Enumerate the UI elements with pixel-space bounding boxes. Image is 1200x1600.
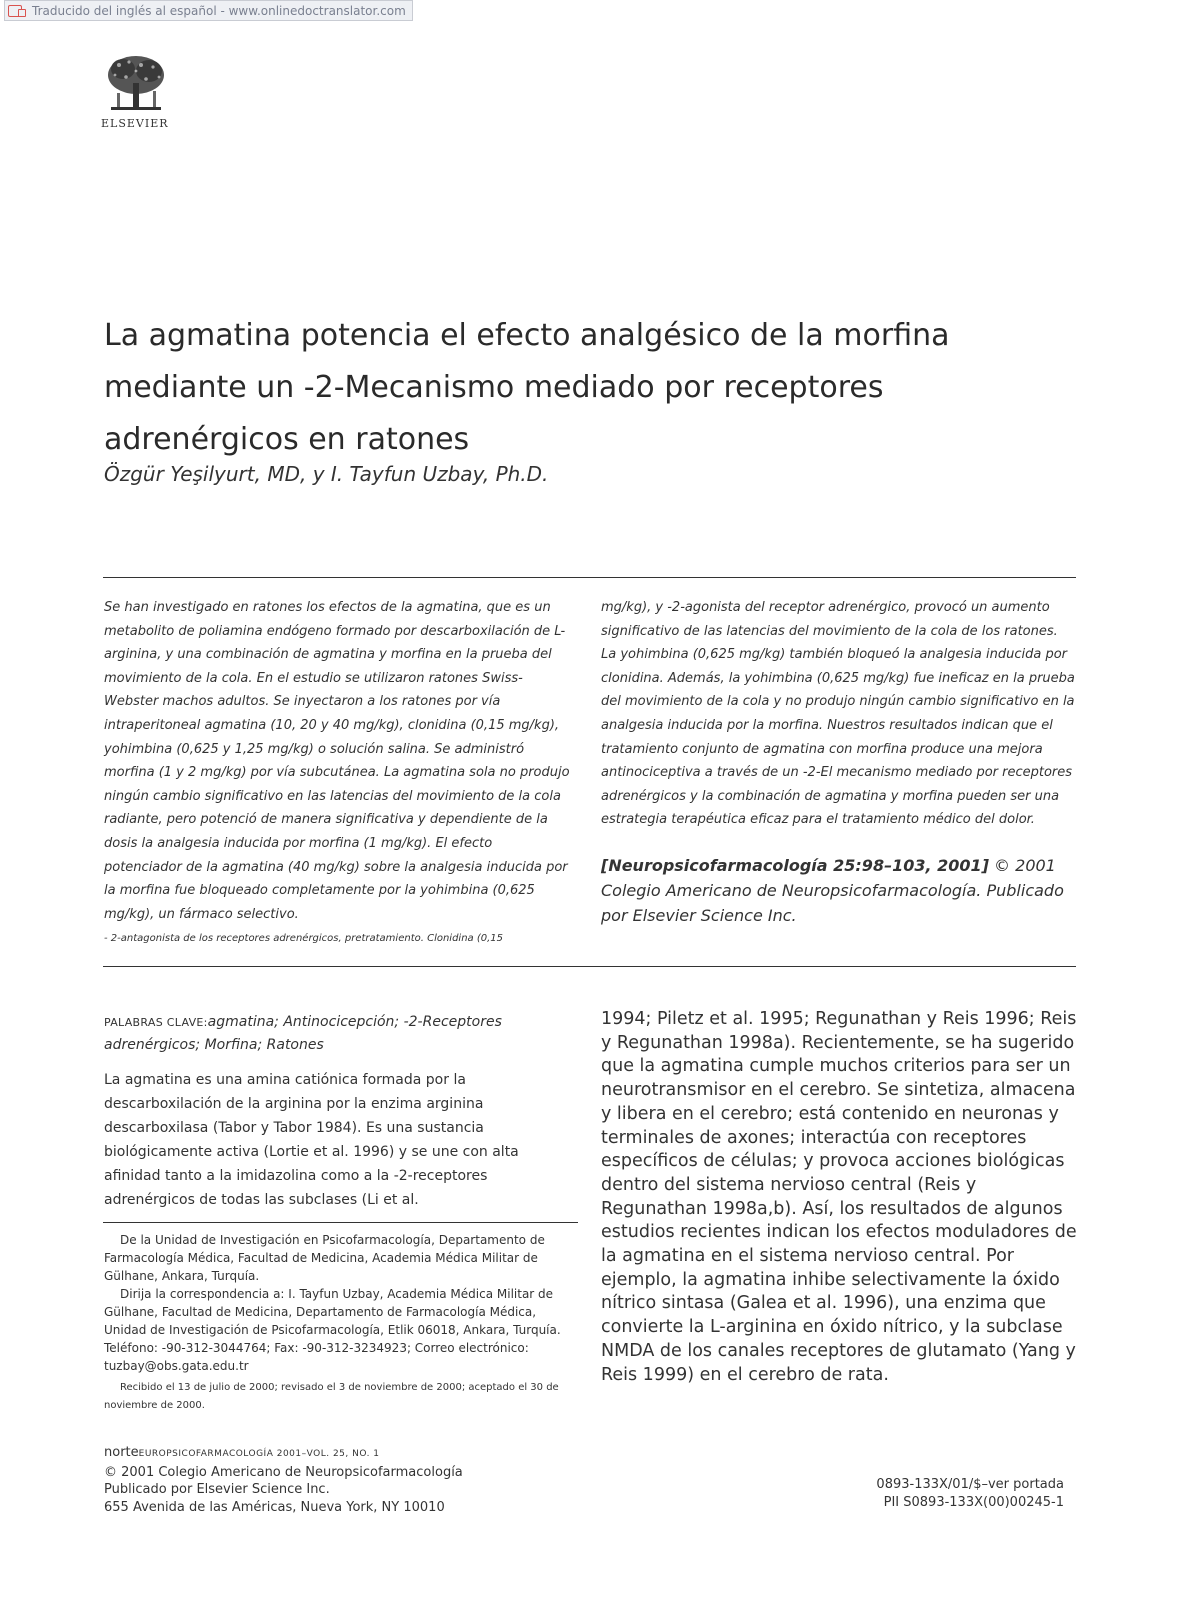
- journal-line-1-prefix: norte: [104, 1445, 139, 1460]
- elsevier-tree-icon: [101, 53, 171, 115]
- keywords-text: agmatina; Antinocicepción; -2-Receptores adrenérgicos; Morfina; Ratones: [104, 1014, 502, 1053]
- translate-icon: [8, 5, 22, 17]
- journal-line-3: Publicado por Elsevier Science Inc.: [104, 1482, 330, 1497]
- intro-paragraph: La agmatina es una amina catiónica formada por la descarboxilación de la arginina por la enzima arginina descarboxilasa (Tabor y Tabor 1984). Es una sustancia biológicamente activa (Lortie et al. 1996) y se une con alta afinidad tanto a la imidazolina como a la -2-receptores adrenérgicos de todas las subclases (Li et al.: [104, 1072, 519, 1208]
- divider-abstract-bottom: [103, 966, 1076, 967]
- pii-line-1: 0893-133X/01/$–ver portada: [876, 1477, 1064, 1492]
- affiliation-from: De la Unidad de Investigación en Psicofarmacología, Departamento de Farmacología Médica, Facultad de Medicina, Academia Médica Militar de Gülhane, Ankara, Turquía.: [104, 1233, 545, 1283]
- pii-block: [800, 1476, 1064, 1512]
- abstract-left: Se han investigado en ratones los efectos de la agmatina, que es un metabolito de poliamina endógeno formado por descarboxilación de L-arginina, y una combinación de agmatina y morfina en la prueba del movimiento de la cola. En el estudio se utilizaron ratones Swiss-Webster machos adultos. Se inyectaron a los ratones por vía intraperitoneal agmatina (10, 20 y 40 mg/kg), clonidina (0,15 mg/kg), yohimbina (0,625 y 1,25 mg/kg) o solución salina. Se administró morfina (1 y 2 mg/kg) por vía subcutánea. La agmatina sola no produjo ningún cambio significativo en las latencias del movimiento de la cola radiante, pero potenció de manera significativa y dependiente de la dosis la analgesia inducida por morfina (1 mg/kg). El efecto potenciador de la agmatina (40 mg/kg) sobre la analgesia inducida por la morfina fue bloqueado completamente por la yohimbina (0,625 mg/kg), un fármaco selectivo.: [104, 600, 570, 922]
- journal-line-1-smallcaps: EUROPSICOFARMACOLOGÍA 2001–VOL. 25, NO. 1: [138, 1449, 380, 1459]
- affiliation-correspondence: Dirija la correspondencia a: I. Tayfun Uzbay, Academia Médica Militar de Gülhane, Facultad de Medicina, Departamento de Farmacología Médica, Unidad de Investigación de Psicofarmacología, Etlik 06018, Ankara, Turquía. Teléfono: -90-312-3044764; Fax: -90-312-3234923; Correo electrónico: tuzbay@obs.gata.edu.tr: [104, 1287, 561, 1373]
- abstract-footnote: - 2-antagonista de los receptores adrenérgicos, pretratamiento. Clonidina (0,15: [104, 933, 504, 944]
- divider-top: [103, 577, 1076, 578]
- keywords: [104, 1011, 574, 1057]
- publisher-wordmark: ELSEVIER: [101, 117, 169, 130]
- authors: Özgür Yeşilyurt, MD, y I. Tayfun Uzbay, Ph.D.: [104, 462, 549, 486]
- divider-affiliation: [103, 1222, 578, 1223]
- affiliation-dates: Recibido el 13 de julio de 2000; revisado el 3 de noviembre de 2000; aceptado el 30 de noviembre de 2000.: [104, 1382, 559, 1411]
- keywords-label: PALABRAS CLAVE:: [104, 1016, 208, 1029]
- citation-journal: [Neuropsicofarmacología 25:98–103, 2001]: [601, 856, 989, 875]
- journal-line-2: © 2001 Colegio Americano de Neuropsicofarmacología: [104, 1464, 463, 1480]
- citation-copyright: © 2001 Colegio Americano de Neuropsicofarmacología. Publicado por Elsevier Science Inc.: [601, 856, 1064, 925]
- banner-text: Traducido del inglés al español - www.onlinedoctranslator.com: [32, 3, 406, 18]
- journal-line-4: 655 Avenida de las Américas, Nueva York, NY 10010: [104, 1499, 445, 1515]
- affiliation-block: [104, 1231, 574, 1415]
- translator-banner[interactable]: [4, 0, 413, 21]
- abstract-right: mg/kg), y -2-agonista del receptor adrenérgico, provocó un aumento significativo de las latencias del movimiento de la cola de los ratones. La yohimbina (0,625 mg/kg) también bloqueó la analgesia inducida por clonidina. Además, la yohimbina (0,625 mg/kg) fue ineficaz en la prueba del movimiento de la cola y no produjo ningún cambio significativo en la analgesia inducida por la morfina. Nuestros resultados indican que el tratamiento conjunto de agmatina con morfina produce una mejora antinociceptiva a través de un -2-El mecanismo mediado por receptores adrenérgicos y la combinación de agmatina y morfina pueden ser una estrategia terapéutica eficaz para el tratamiento médico del dolor.: [601, 600, 1075, 828]
- publisher-logo: [101, 53, 173, 130]
- journal-line-1: [104, 1444, 584, 1464]
- journal-info: [104, 1444, 584, 1516]
- body-right-column: 1994; Piletz et al. 1995; Regunathan y Reis 1996; Reis y Regunathan 1998a). Recientemente, se ha sugerido que la agmatina cumple muchos criterios para ser un neurotransmisor en el cerebro. Se sintetiza, almacena y libera en el cerebro; está contenido en neuronas y terminales de axones; interactúa con receptores específicos de células; y provoca acciones biológicas dentro del sistema nervioso central (Reis y Regunathan 1998a,b). Así, los resultados de algunos estudios recientes indican los efectos moduladores de la agmatina en el sistema nervioso central. Por ejemplo, la agmatina inhibe selectivamente la óxido nítrico sintasa (Galea et al. 1996), una enzima que convierte la L-arginina en óxido nítrico, y la subclase NMDA de los canales receptores de glutamato (Yang y Reis 1999) en el cerebro de rata.: [601, 1009, 1077, 1385]
- pii-line-2: PII S0893-133X(00)00245-1: [883, 1495, 1064, 1510]
- citation: [601, 853, 1076, 928]
- article-title: La agmatina potencia el efecto analgésico de la morfina mediante un -2-Mecanismo mediado por receptores adrenérgicos en ratones: [104, 318, 950, 457]
